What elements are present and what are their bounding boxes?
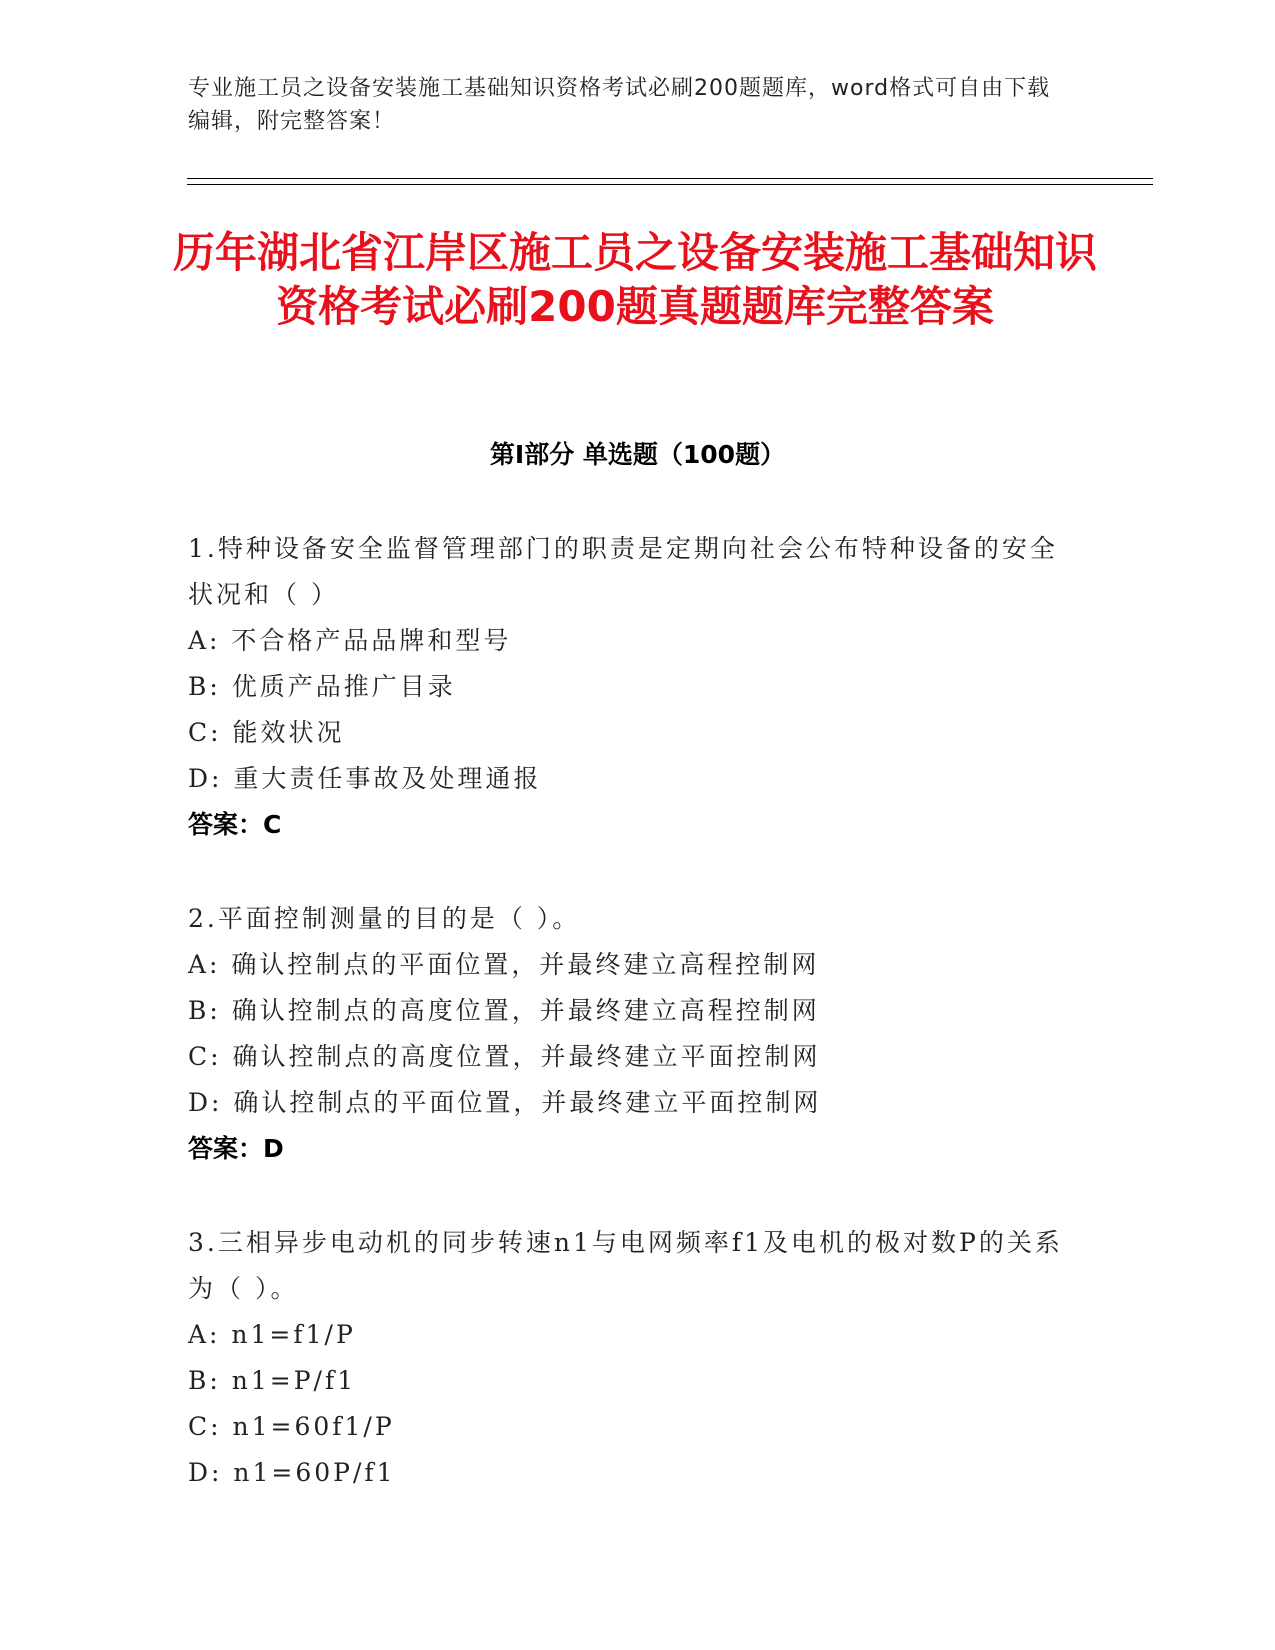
option-d: D: 重大责任事故及处理通报 (188, 764, 542, 793)
question-stem: 1.特种设备安全监督管理部门的职责是定期向社会公布特种设备的安全状况和（ ） (188, 534, 1058, 609)
question-3 (188, 1220, 1068, 1496)
option-b: B: 优质产品推广目录 (188, 672, 456, 701)
answer-line: 答案：D (188, 1134, 284, 1163)
option-b: B: 确认控制点的高度位置，并最终建立高程控制网 (188, 996, 820, 1025)
header-rule-bottom (187, 184, 1153, 185)
header-note: 专业施工员之设备安装施工基础知识资格考试必刷200题题库，word格式可自由下载编辑，附完整答案！ (188, 76, 1051, 134)
question-2 (188, 896, 1068, 1172)
document-title: 历年湖北省江岸区施工员之设备安装施工基础知识资格考试必刷200题真题题库完整答案 (172, 228, 1097, 331)
question-list (188, 526, 1068, 1544)
question-stem: 3.三相异步电动机的同步转速n1与电网频率f1及电机的极对数P的关系为（ ）。 (188, 1228, 1063, 1303)
option-a: A: n1=f1/P (188, 1320, 356, 1349)
option-d: D: 确认控制点的平面位置，并最终建立平面控制网 (188, 1088, 822, 1117)
option-c: C: 能效状况 (188, 718, 345, 747)
section-title: 第Ⅰ部分 单选题（100题） (489, 440, 786, 469)
header-rule-top (187, 178, 1153, 179)
option-c: C: n1=60f1/P (188, 1412, 395, 1441)
option-c: C: 确认控制点的高度位置，并最终建立平面控制网 (188, 1042, 821, 1071)
option-b: B: n1=P/f1 (188, 1366, 357, 1395)
option-d: D: n1=60P/f1 (188, 1458, 396, 1487)
answer-line: 答案：C (188, 810, 282, 839)
question-stem: 2.平面控制测量的目的是（ ）。 (188, 904, 581, 933)
option-a: A: 不合格产品品牌和型号 (188, 626, 512, 655)
question-1 (188, 526, 1068, 848)
option-a: A: 确认控制点的平面位置，并最终建立高程控制网 (188, 950, 820, 979)
